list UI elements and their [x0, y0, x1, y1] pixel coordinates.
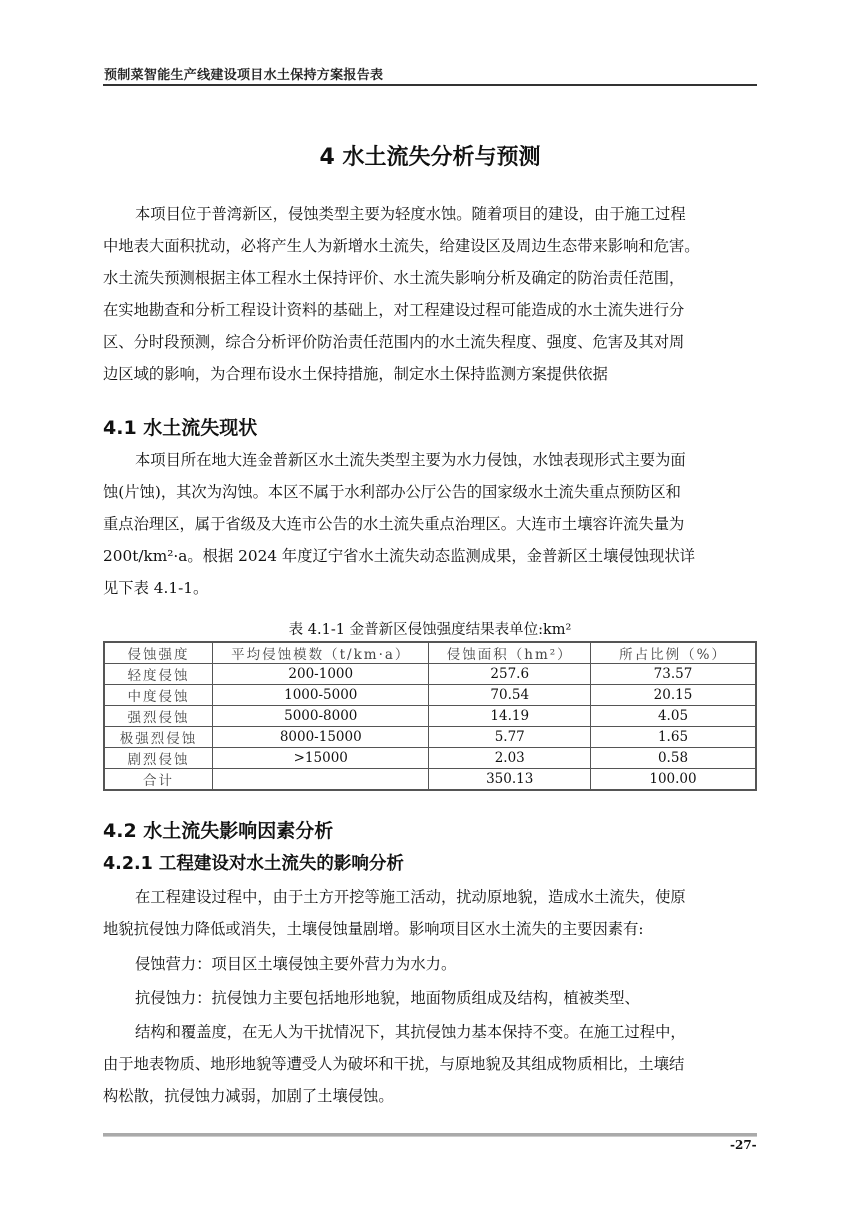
table-cell: 73.57: [591, 664, 757, 685]
intro-line: 边区域的影响，为合理布设水土保持措施，制定水土保持监测方案提供依据: [103, 365, 608, 383]
section-heading-4-2: 4.2 水土流失影响因素分析: [103, 820, 334, 842]
table-cell: 100.00: [591, 769, 757, 791]
table-cell: 200-1000: [213, 664, 429, 685]
table-cell: 2.03: [429, 748, 591, 769]
intensity-label-cell: 合计: [104, 769, 213, 791]
body-line: 抗侵蚀力：抗侵蚀力主要包括地形地貌，地面物质组成及结构，植被类型、: [135, 989, 640, 1007]
column-header: 侵蚀面积（hm²）: [429, 642, 591, 664]
table-row: [104, 706, 756, 727]
chapter-title: 4 水土流失分析与预测: [319, 145, 541, 170]
body-line: 见下表 4.1-1。: [103, 579, 209, 597]
erosion-intensity-table: [103, 641, 757, 791]
table-cell: 1000-5000: [213, 685, 429, 706]
table-header-row: [104, 642, 756, 664]
table-row: [104, 748, 756, 769]
section-heading-4-1: 4.1 水土流失现状: [103, 417, 258, 439]
intensity-label-cell: 轻度侵蚀: [104, 664, 213, 685]
table-cell: 14.19: [429, 706, 591, 727]
subsection-heading-4-2-1: 4.2.1 工程建设对水土流失的影响分析: [103, 854, 404, 874]
intro-line: 在实地勘查和分析工程设计资料的基础上，对工程建设过程可能造成的水土流失进行分: [103, 301, 685, 319]
body-line: 蚀(片蚀)，其次为沟蚀。本区不属于水利部办公厅公告的国家级水土流失重点预防区和: [103, 483, 681, 501]
body-line: 结构和覆盖度，在无人为干扰情况下，其抗侵蚀力基本保持不变。在施工过程中，: [135, 1023, 686, 1041]
table-cell: 20.15: [591, 685, 757, 706]
body-line: 重点治理区，属于省级及大连市公告的水土流失重点治理区。大连市土壤容许流失量为: [103, 515, 685, 533]
body-line: 地貌抗侵蚀力降低或消失，土壤侵蚀量剧增。影响项目区水土流失的主要因素有:: [103, 920, 644, 938]
body-line: 由于地表物质、地形地貌等遭受人为破坏和干扰，与原地貌及其组成物质相比，土壤结: [103, 1055, 685, 1073]
table-row: [104, 769, 756, 791]
intro-line: 本项目位于普湾新区，侵蚀类型主要为轻度水蚀。随着项目的建设，由于施工过程: [135, 205, 686, 223]
page-number: -27-: [730, 1138, 757, 1152]
intro-line: 区、分时段预测，综合分析评价防治责任范围内的水土流失程度、强度、危害及其对周: [103, 333, 685, 351]
column-header: 所占比例（%）: [591, 642, 757, 664]
table-cell: 5.77: [429, 727, 591, 748]
table-cell: 350.13: [429, 769, 591, 791]
intensity-label-cell: 极强烈侵蚀: [104, 727, 213, 748]
table-cell: 70.54: [429, 685, 591, 706]
column-header: 平均侵蚀模数（t/km·a）: [213, 642, 429, 664]
table-row: [104, 664, 756, 685]
table-cell: 0.58: [591, 748, 757, 769]
body-line: 在工程建设过程中，由于土方开挖等施工活动，扰动原地貌，造成水土流失，使原: [135, 888, 686, 906]
table-cell: 8000-15000: [213, 727, 429, 748]
table-caption: 表 4.1-1 金普新区侵蚀强度结果表单位:km²: [288, 622, 572, 638]
body-line: 侵蚀营力：项目区土壤侵蚀主要外营力为水力。: [135, 955, 457, 973]
table-row: [104, 727, 756, 748]
body-line: 200t/km²·a。根据 2024 年度辽宁省水土流失动态监测成果，金普新区土壤侵蚀现状详: [103, 547, 695, 565]
table-cell: 257.6: [429, 664, 591, 685]
intensity-label-cell: 强烈侵蚀: [104, 706, 213, 727]
table-cell: 4.05: [591, 706, 757, 727]
intensity-label-cell: 中度侵蚀: [104, 685, 213, 706]
intro-line: 中地表大面积扰动，必将产生人为新增水土流失，给建设区及周边生态带来影响和危害。: [103, 237, 700, 255]
intro-line: 水土流失预测根据主体工程水土保持评价、水土流失影响分析及确定的防治责任范围，: [103, 269, 685, 287]
body-line: 本项目所在地大连金普新区水土流失类型主要为水力侵蚀，水蚀表现形式主要为面: [135, 451, 686, 469]
table-cell: 1.65: [591, 727, 757, 748]
running-header: 预制菜智能生产线建设项目水土保持方案报告表: [104, 68, 384, 83]
table-row: [104, 685, 756, 706]
intensity-label-cell: 剧烈侵蚀: [104, 748, 213, 769]
body-line: 构松散，抗侵蚀力减弱，加剧了土壤侵蚀。: [103, 1087, 394, 1105]
table-cell: >15000: [213, 748, 429, 769]
column-header: 侵蚀强度: [104, 642, 213, 664]
table-cell: 5000-8000: [213, 706, 429, 727]
header-rule: [103, 84, 757, 86]
footer-rule: [103, 1133, 757, 1137]
table-cell: [213, 769, 429, 791]
